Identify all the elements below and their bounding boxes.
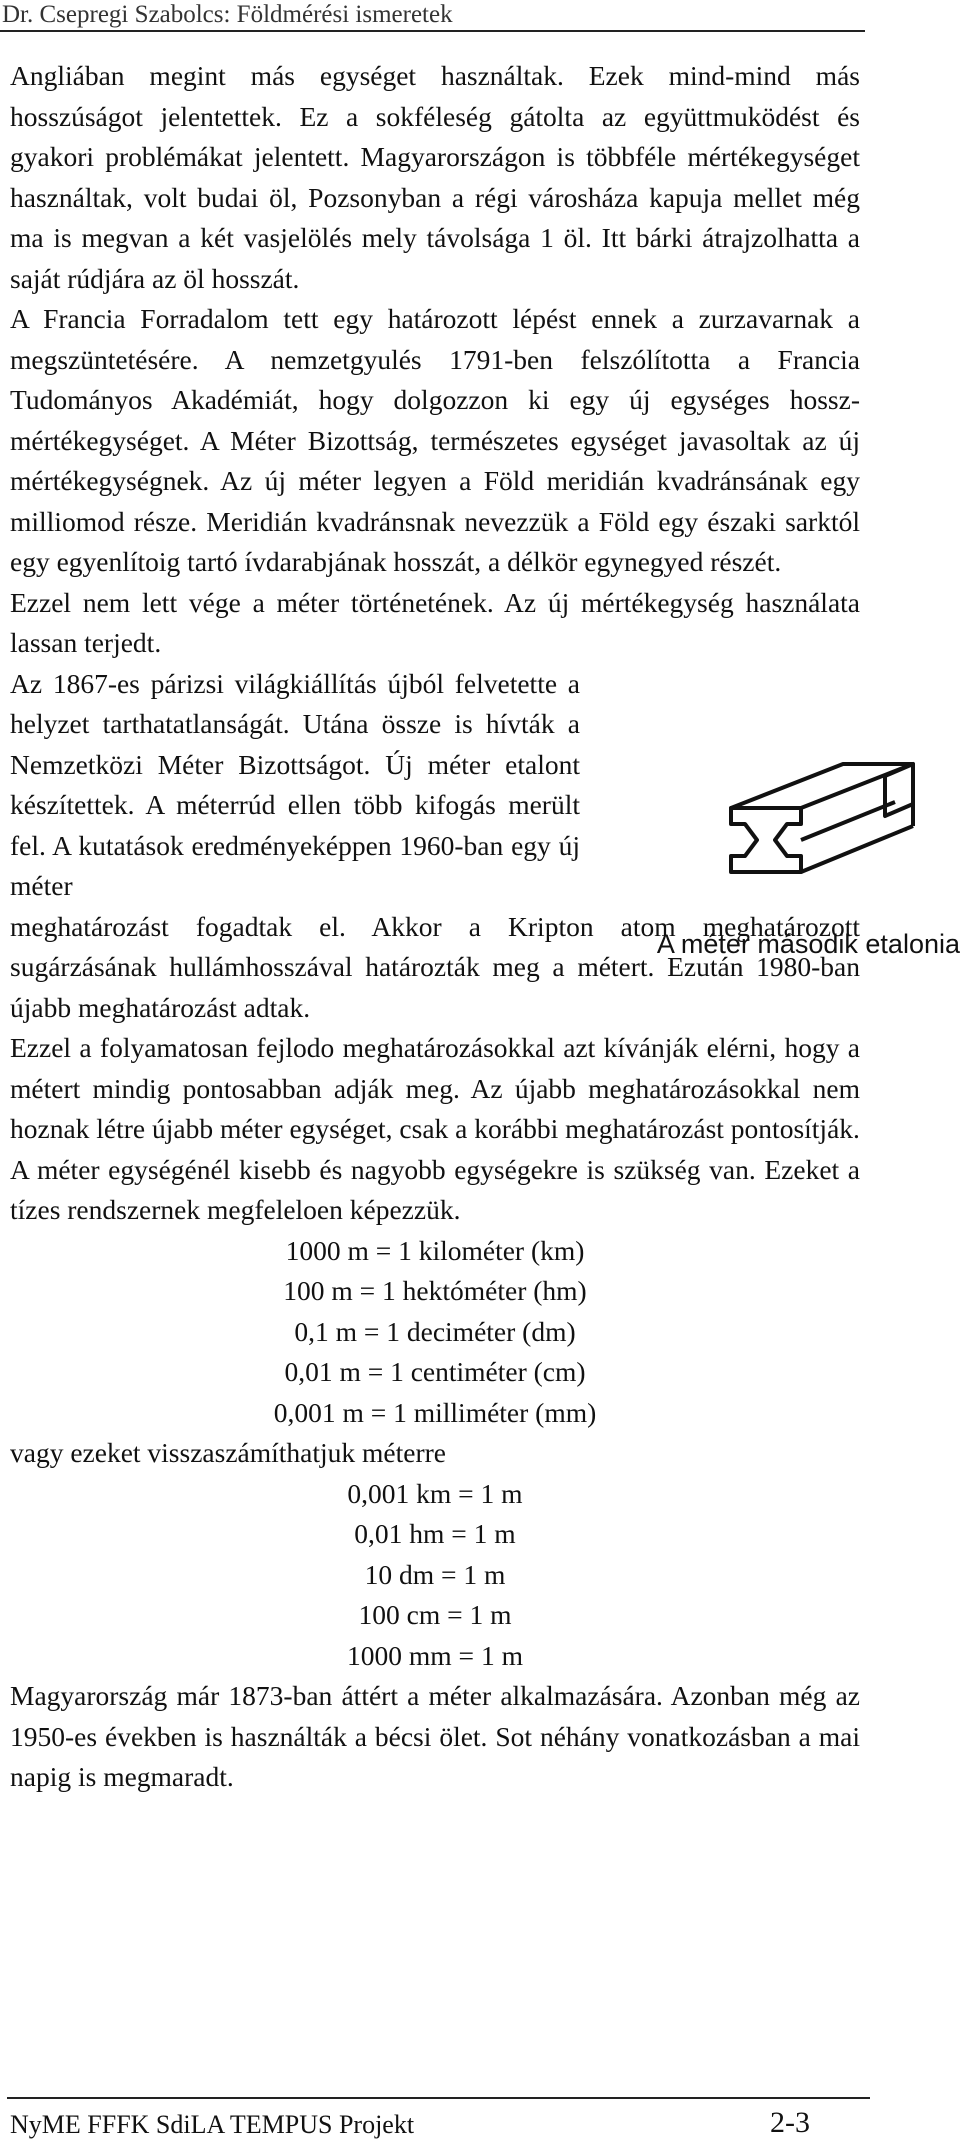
page-header: Dr. Csepregi Szabolcs: Földmérési ismeretek [2, 1, 453, 28]
reverse-conversion-km: 0,001 km = 1 m [347, 1477, 523, 1509]
meter-bar-icon [725, 760, 925, 910]
paragraph-french-revolution: A Francia Forradalom tett egy határozott lépést ennek a zurzavarnak a megszüntetésére. A nemzetgyulés 1791-ben felszólította a Francia Tudományos Akadémiát, hogy dolgozzon ki egy új egységes hossz-mértékegységet. A Méter Bizottság, természetes egységet javasoltak az új mértékegységnek. Az új méter legyen a Föld meridián kvadránsának egy milliomod része. Meridián kvadránsnak nevezzük a Föld egy északi sarktól egy egyenlítoig tartó ívdarabjának hosszát, a délkör egynegyed részét. [10, 303, 860, 577]
header-divider [0, 30, 865, 32]
page-number: 2-3 [770, 2106, 810, 2139]
reverse-conversion-hm: 0,01 hm = 1 m [354, 1518, 516, 1549]
conversion-km: 1000 m = 1 kilométer (km) [285, 1234, 585, 1266]
conversion-cm: 0,01 m = 1 centiméter (cm) [284, 1356, 586, 1387]
reverse-conversion-dm: 10 dm = 1 m [364, 1558, 506, 1590]
conversion-hm: 100 m = 1 hektóméter (hm) [283, 1275, 587, 1306]
footer-project-name: NyME FFFK SdiLA TEMPUS Projekt [10, 2110, 415, 2139]
conversion-dm: 0,1 m = 1 deciméter (dm) [294, 1315, 576, 1347]
paragraph-refinements: Ezzel a folyamatosan fejlodo meghatározásokkal azt kívánják elérni, hogy a métert mindig pontosabban adják meg. Az újabb meghatározásokkal nem hoznak létre újabb méter egységet, csak a korábbi meghatározást pontosítják. [10, 1032, 860, 1144]
paragraph-hungary-adoption: Magyarország már 1873-ban áttért a méter alkalmazására. Azonban még az 1950-es években is használták a bécsi ölet. Sot néhány vonatkozásban a mai napig is megmaradt. [10, 1680, 860, 1792]
paragraph-units-history: Angliában megint más egységet használtak. Ezek mind-mind más hosszúságot jelentettek. Ez a sokféleség gátolta az együttmuködést és gyakori problémákat jelentett. Magyarországon is többféle mértékegységet használtak, volt budai öl, Pozsonyban a régi városháza kapuja mellet még ma is megvan a két vasjelölés mely távolsága 1 öl. Itt bárki átrajzolhatta a saját rúdjára az öl hosszát. [10, 60, 860, 294]
paragraph-reverse-conversion: vagy ezeket visszaszámíthatjuk méterre [10, 1437, 446, 1468]
conversion-mm: 0,001 m = 1 milliméter (mm) [273, 1396, 597, 1428]
paragraph-decimal-units: A méter egységénél kisebb és nagyobb egységekre is szükség van. Ezeket a tízes rendszernek megfeleloen képezzük. [10, 1153, 860, 1225]
paragraph-adoption: Ezzel nem lett vége a méter történetének. Az új mértékegység használata lassan terjedt. [10, 586, 860, 658]
reverse-conversion-mm: 1000 mm = 1 m [347, 1639, 523, 1671]
figure-caption: A méter második etalonia [656, 929, 960, 959]
footer-divider [7, 2097, 870, 2099]
paragraph-world-expo: Az 1867-es párizsi világkiállítás újból felvetette a helyzet tarthatatlanságát. Utána össze is hívták a Nemzetközi Méter Bizottságot. Új méter etalont készítettek. A méterrúd ellen több kifogás merült fel. A kutatások eredményeképpen 1960-ban egy új méter [10, 667, 580, 901]
meter-etalon-figure [625, 760, 960, 990]
reverse-conversion-cm: 100 cm = 1 m [358, 1599, 512, 1630]
paragraph-krypton: meghatározást fogadtak el. Akkor a Kripton atom meghatározott sugárzásának hullámhosszával határozták meg a métert. Ezután 1980-ban újabb meghatározást adtak. [10, 910, 860, 1023]
